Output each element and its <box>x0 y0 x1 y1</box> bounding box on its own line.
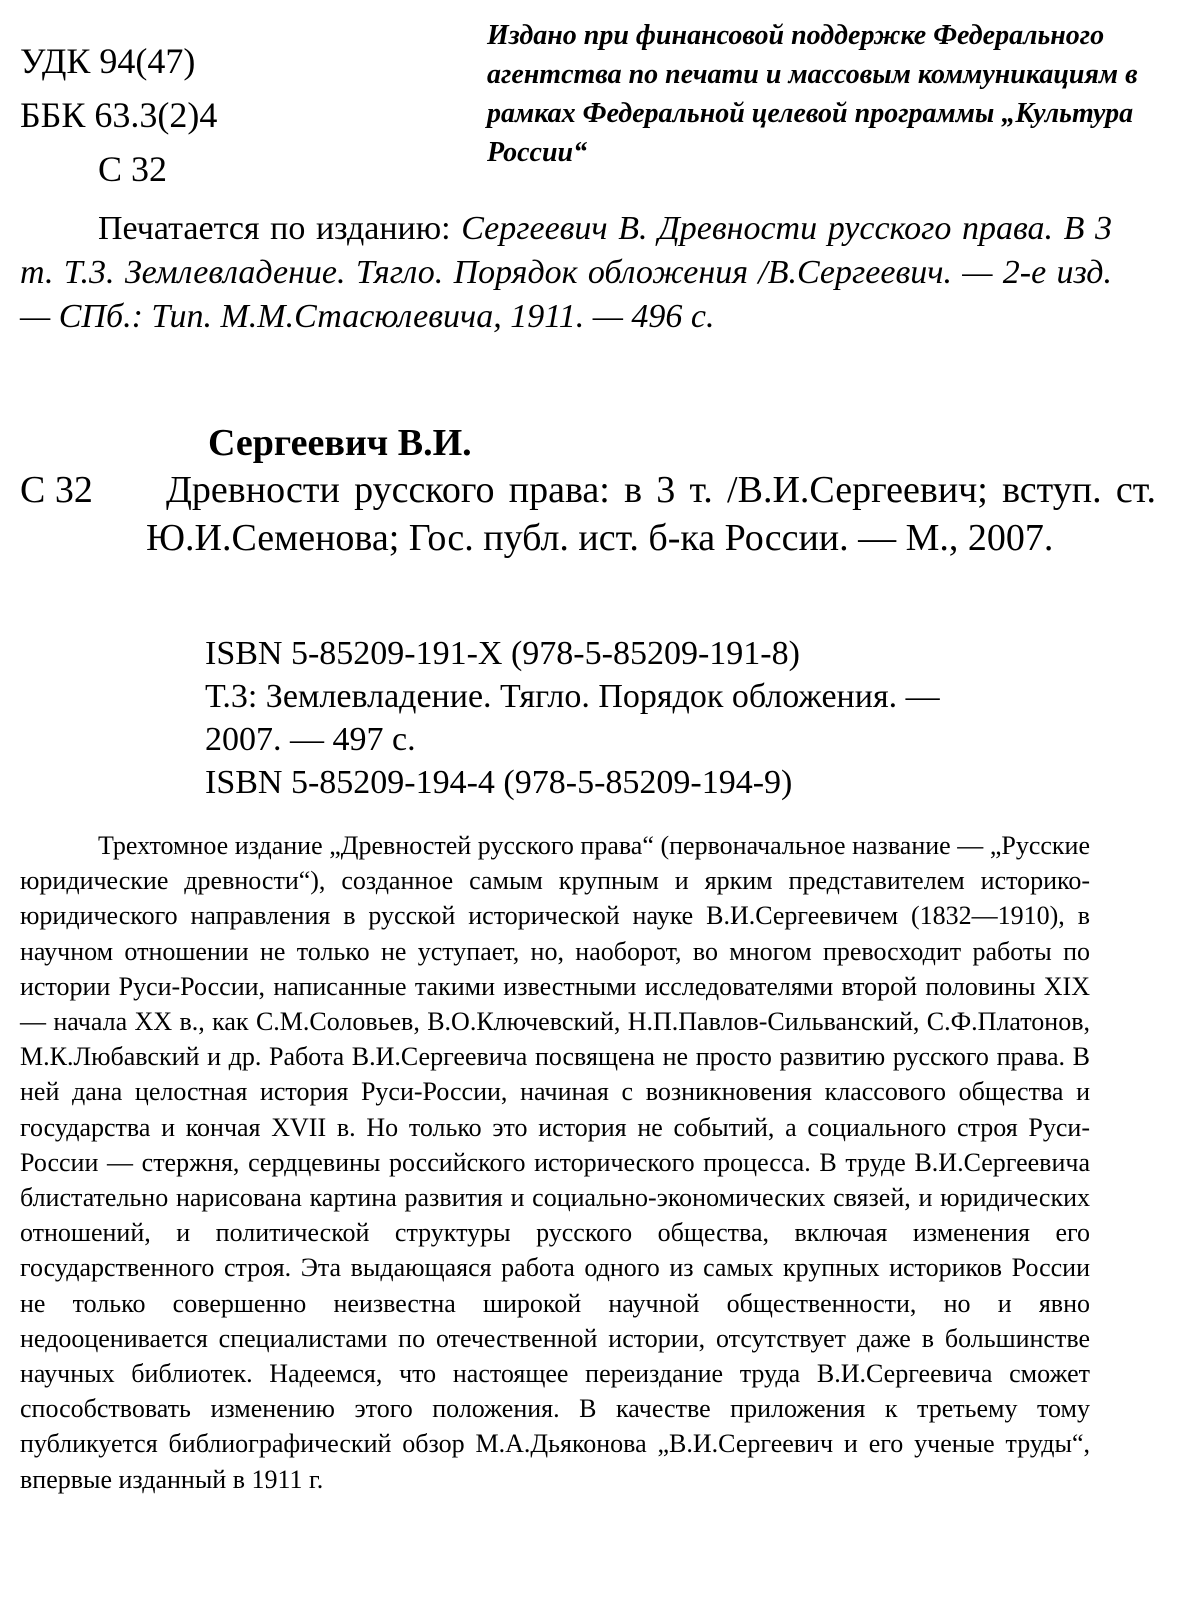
source-citation: Сергеевич В. Древности русского права. В 3 т. Т.3. Землевладение. Тягло. Порядок обложения /В.Сергеевич. — 2-е изд. — СПб.: Тип. М.М.Стасюлевича, 1911. — 496 с. <box>20 210 1113 335</box>
isbn-volume: ISBN 5-85209-194-4 (978-5-85209-194-9) <box>205 764 793 801</box>
source-edition <box>20 207 1112 339</box>
volume-line-1: Т.3: Землевладение. Тягло. Порядок обложения. — <box>205 678 940 715</box>
udk-code: УДК 94(47) <box>20 41 196 81</box>
isbn-set: ISBN 5-85209-191-X (978-5-85209-191-8) <box>205 635 800 672</box>
bbk-code: ББК 63.3(2)4 <box>20 95 218 135</box>
source-lead: Печатается по изданию: <box>98 210 451 247</box>
record-author: Сергеевич В.И. <box>208 422 472 464</box>
volume-line-2: 2007. — 497 с. <box>205 721 416 758</box>
record-title <box>146 466 1156 562</box>
author-sign-code: С 32 <box>98 149 168 189</box>
classification-codes <box>20 34 217 196</box>
record-code: С 32 <box>20 469 93 511</box>
isbn-block <box>205 632 1110 804</box>
funding-note: Издано при финансовой поддержке Федерального агентства по печати и массовым коммуникациям в рамках Федеральной целевой программы „Культура России“ <box>487 20 1138 168</box>
annotation-text: Трехтомное издание „Древностей русского права“ (первоначальное название — „Русские юридические древности“), созданное самым крупным и ярким представителем историко-юридического направления в русской исторической науке В.И.Сергеевичем (1832—1910), в научном отношении не только не уступает, но, наоборот, во многом превосходит работы по истории Руси-России, написанные такими известными исследователями второй половины XIX — начала XX в., как С.М.Соловьев, В.О.Ключевский, Н.П.Павлов-Сильванский, С.Ф.Платонов, М.К.Любавский и др. Работа В.И.Сергеевича посвящена не просто развитию русского права. В ней дана целостная история Руси-России, начиная с возникновения классового общества и государства и кончая XVII в. Но только это история не событий, а социального строя Руси-России — стержня, сердцевины российского исторического процесса. В труде В.И.Сергеевича блистательно нарисована картина развития и социально-экономических связей, и юридических отношений, и политической структуры русского общества, включая изменения его государственного строя. Эта выдающаяся работа одного из самых крупных историков России не только совершенно неизвестна широкой научной общественности, но и явно недооценивается специалистами по отечественной истории, отсутствует даже в большинстве научных библиотек. Надеемся, что настоящее переиздание труда В.И.Сергеевича сможет способствовать изменению этого положения. В качестве приложения к третьему тому публикуется библиографический обзор М.А.Дьяконова „В.И.Сергеевич и его ученые труды“, впервые изданный в 1911 г. <box>20 831 1090 1494</box>
annotation-paragraph <box>20 828 1090 1497</box>
record-title-text: Древности русского права: в 3 т. /В.И.Сергеевич; вступ. ст. Ю.И.Семенова; Гос. публ. ист. б-ка России. — М., 2007. <box>146 469 1156 559</box>
